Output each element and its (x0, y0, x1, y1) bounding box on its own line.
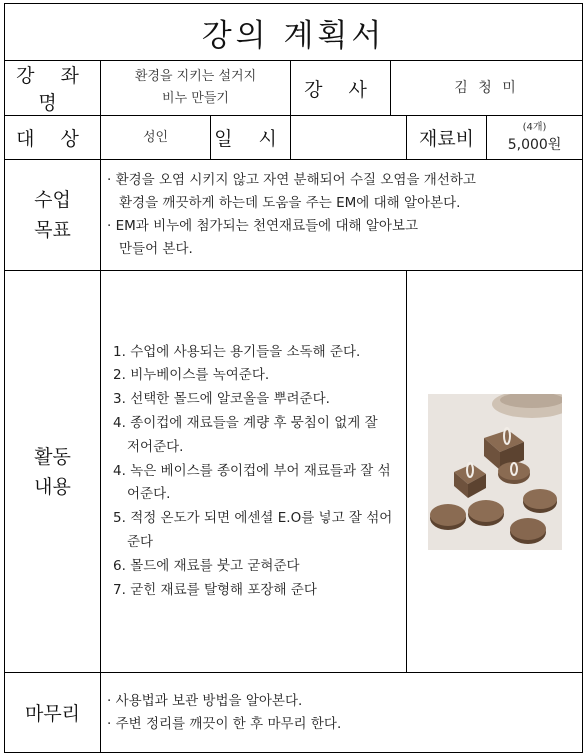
date-label: 일 시 (211, 116, 291, 160)
activity-step (111, 460, 394, 508)
instructor-label: 강 사 (291, 61, 391, 116)
objective-label-line1: 수업 (34, 189, 71, 211)
step-text: 몰드에 재료를 붓고 굳혀준다 (130, 557, 300, 574)
objective-content (101, 160, 583, 271)
activity-step (111, 412, 394, 460)
lesson-plan-table (4, 3, 583, 753)
step-number: 4. (113, 415, 126, 431)
step-number: 7. (113, 581, 126, 598)
material-label: 재료비 (407, 116, 487, 160)
activity-label (5, 271, 101, 673)
course-name-line2: 비누 만들기 (162, 91, 229, 106)
material-cost-cell (487, 116, 583, 160)
course-label: 강 좌 명 (5, 61, 101, 116)
step-text: 수업에 사용되는 용기들을 소독해 준다. (130, 343, 361, 360)
step-text: 종이컵에 재료들을 계량 후 뭉침이 없게 잘 저어준다. (127, 415, 378, 455)
activity-step (111, 555, 394, 579)
course-name-line1: 환경을 지키는 설거지 (134, 69, 257, 84)
course-name (101, 61, 291, 116)
objective-bullet: 환경을 깨끗하게 하는데 도움을 주는 EM에 대해 알아본다. (119, 195, 461, 211)
closing-bullet: · 사용법과 보관 방법을 알아본다. (107, 692, 303, 709)
date-value (291, 116, 407, 160)
document-title: 강의 계획서 (5, 4, 583, 61)
step-text: 굳힌 재료를 탈형해 포장해 준다 (130, 581, 317, 598)
activity-step (111, 341, 394, 365)
activity-steps-cell (101, 271, 407, 673)
material-cost: 5,000원 (507, 136, 562, 153)
material-qty: (4개) (522, 121, 547, 133)
step-number: 3. (113, 391, 126, 408)
step-text: 적정 온도가 되면 에센셜 E.O를 넣고 잘 섞어 준다 (127, 510, 393, 550)
activity-step (111, 388, 394, 412)
target-value: 성인 (101, 116, 211, 160)
soap-photo-icon (428, 394, 562, 550)
activity-step (111, 364, 394, 388)
activity-steps (105, 341, 402, 603)
objective-bullet: · EM과 비누에 첨가되는 천연재료들에 대해 알아보고 (107, 218, 419, 234)
activity-label-line1: 활동 (34, 445, 71, 468)
target-label: 대 상 (5, 116, 101, 160)
closing-bullet: · 주변 정리를 깨끗이 한 후 마무리 한다. (107, 715, 342, 732)
objective-bullet: 만들어 본다. (119, 241, 193, 257)
step-text: 녹은 베이스를 종이컵에 부어 재료들과 잘 섞어준다. (127, 462, 391, 503)
step-number: 5. (113, 510, 126, 527)
activity-photo-cell (407, 271, 583, 673)
step-number: 6. (113, 557, 126, 574)
objective-bullet: · 환경을 오염 시키지 않고 자연 분해되어 수질 오염을 개선하고 (107, 172, 476, 188)
step-number: 2. (113, 367, 126, 384)
step-number: 4. (113, 462, 126, 479)
objective-label-line2: 목표 (34, 219, 71, 241)
instructor-name: 김 청 미 (391, 61, 583, 116)
activity-step (111, 579, 394, 603)
step-text: 선택한 몰드에 알코올을 뿌려준다. (130, 391, 330, 408)
step-number: 1. (113, 343, 126, 360)
activity-step (111, 507, 394, 555)
activity-label-line2: 내용 (34, 475, 71, 498)
closing-content (101, 673, 583, 753)
step-text: 비누베이스를 녹여준다. (130, 367, 270, 384)
closing-label: 마무리 (5, 673, 101, 753)
objective-label (5, 160, 101, 271)
